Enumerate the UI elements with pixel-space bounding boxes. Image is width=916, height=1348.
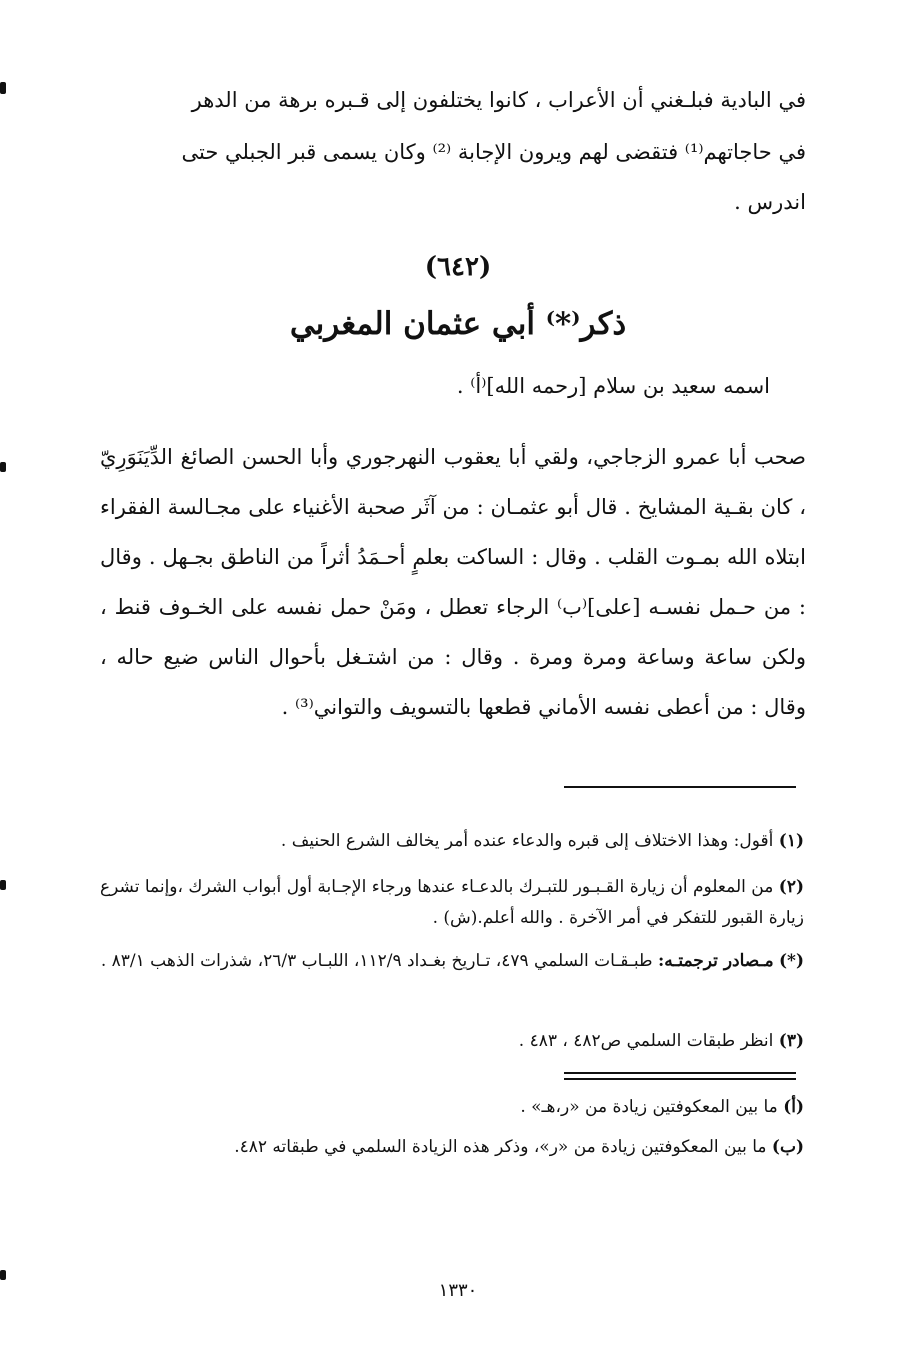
footnote-1-mark: (١) — [778, 831, 804, 851]
variant-note-a-text: ما بين المعكوفتين زيادة من «ر،هـ» . — [520, 1097, 778, 1117]
top-paragraph-line-3: اندرس . — [734, 190, 806, 214]
footnote-sources-mark: (*) — [779, 951, 804, 971]
entry-title: ذكر⁽*⁾ أبي عثمان المغربي — [289, 306, 627, 342]
name-line: اسمه سعيد بن سلام [رحمه الله]⁽أ⁾ . — [456, 374, 770, 398]
footnote-sources-text: طبـقـات السلمي ٤٧٩، تـاريخ بغـداد ١١٢/٩، اللبـاب ٢٦/٣، شذرات الذهب ٨٣/١ . — [100, 951, 653, 971]
footnote-1 — [100, 826, 804, 857]
variant-note-a-mark: (أ) — [783, 1097, 804, 1117]
footnote-2-mark: (٢) — [778, 877, 805, 897]
top-paragraph-line-2: في حاجاتهم⁽¹⁾ فتقضى لهم ويرون الإجابة ⁽²⁾ وكان يسمى قبر الجبلي حتى — [181, 140, 806, 164]
scan-edge-mark-1 — [0, 82, 6, 94]
footnote-3-mark: (٣) — [778, 1031, 804, 1051]
entry-number: (٦٤٢) — [424, 252, 492, 282]
footnote-separator — [564, 786, 796, 788]
footnote-3 — [100, 1026, 804, 1057]
footnote-sources — [100, 946, 804, 977]
footnote-2 — [100, 872, 804, 934]
variant-note-b-text: ما بين المعكوفتين زيادة من «ر»، وذكر هذه الزيادة السلمي في طبقاته ٤٨٢. — [234, 1137, 767, 1157]
variant-note-a — [100, 1092, 804, 1123]
scan-edge-mark-3 — [0, 880, 6, 890]
footnote-3-text: انظر طبقات السلمي ص٤٨٢ ، ٤٨٣ . — [518, 1031, 774, 1051]
footnote-2-text: من المعلوم أن زيارة القـبـور للتبـرك بالدعـاء عندها ورجاء الإجـابة أول أبواب الشرك ،وإنما تشرع زيارة القبور للتفكر في أمر الآخرة . والله أعلم.(ش) . — [100, 877, 804, 928]
top-paragraph-line-1: في البادية فبلـغني أن الأعراب ، كانوا يختلفون إلى قـبره برهة من الدهر — [191, 88, 806, 112]
scan-edge-mark-2 — [0, 462, 6, 472]
footnote-sources-label: مـصادر ترجمتـه: — [657, 951, 774, 971]
variant-note-b-mark: (ب) — [771, 1137, 804, 1157]
variant-separator-top — [564, 1072, 796, 1074]
page-number: ١٣٣٠ — [438, 1280, 478, 1301]
scan-edge-mark-4 — [0, 1270, 6, 1280]
footnote-1-text: أقول: وهذا الاختلاف إلى قبره والدعاء عنده أمر يخالف الشرع الحنيف . — [280, 831, 774, 851]
variant-separator-bottom — [564, 1078, 796, 1080]
variant-note-b — [100, 1132, 804, 1163]
main-paragraph: صحب أبا عمرو الزجاجي، ولقي أبا يعقوب النهرجوري وأبا الحسن الصائغ الدِّيَنَوَرِيّ ، كان بقـية المشايخ . قال أبو عثمـان : من آثَر صحبة الأغنياء على مجـالسة الفقراء ابتلاه الله بمـوت القلب . وقال : الساكت بعلمٍ أحـمَدُ أثراً من الناطق بجـهل . وقال : من حـمل نفسـه [على]⁽ب⁾ الرجاء تعطل ، ومَنْ حمل نفسه على الخـوف قنط ، ولكن ساعة وساعة ومرة ومرة . وقال : من اشتـغل بأحوال الناس ضيع حاله ، وقال : من أعطى نفسه الأماني قطعها بالتسويف والتواني⁽³⁾ . — [100, 445, 806, 719]
